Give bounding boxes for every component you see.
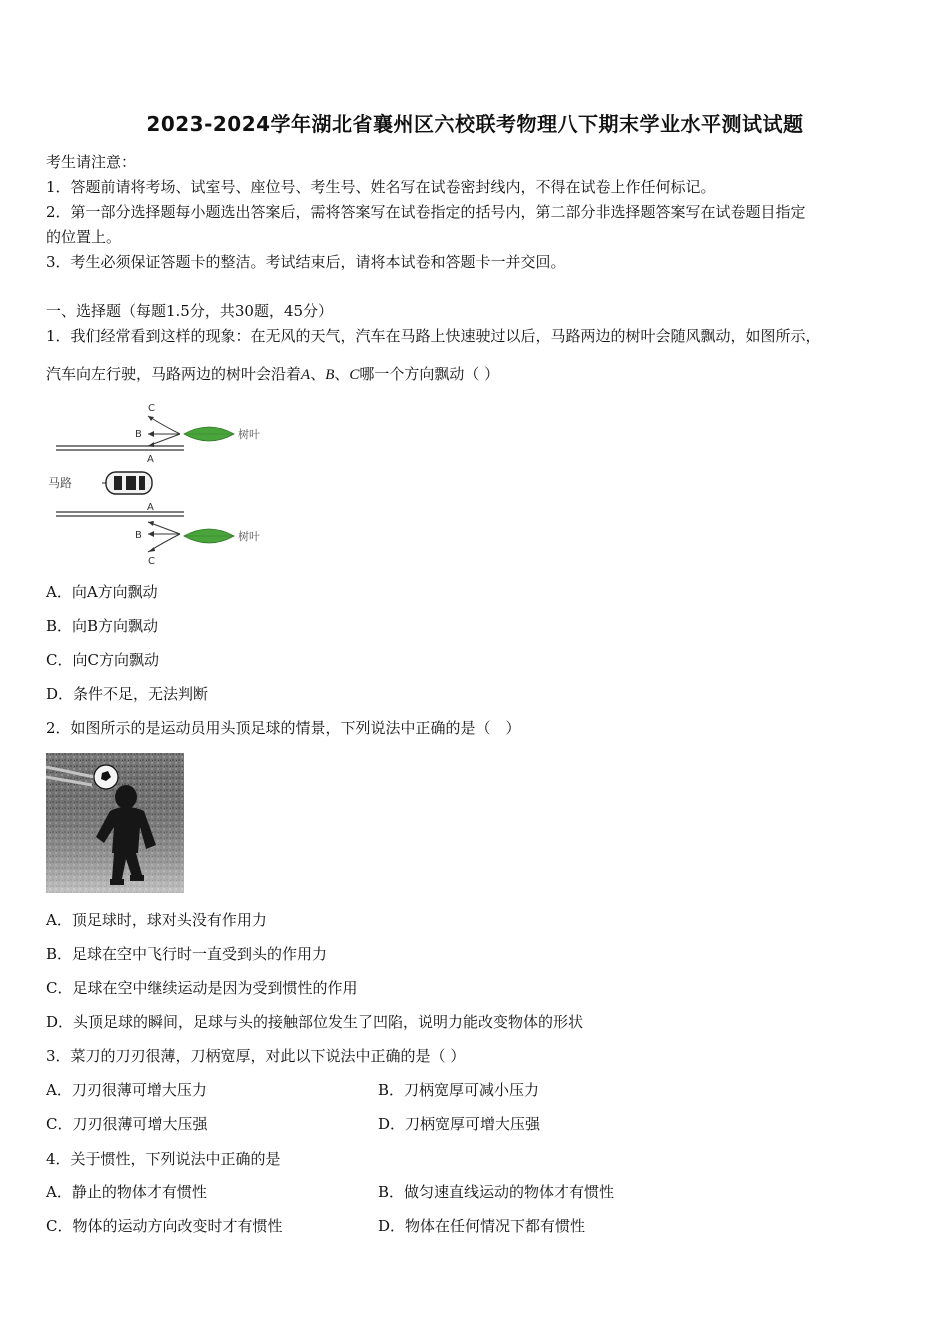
label-b-top: B [135, 429, 142, 440]
question-3-option-b: B．刀柄宽厚可减小压力 [378, 1081, 540, 1099]
question-1-option-b: B．向B方向飘动 [46, 617, 159, 635]
leaf-label-top: 树叶 [238, 428, 260, 441]
question-4-option-d: D．物体在任何情况下都有惯性 [378, 1217, 586, 1235]
label-a-top: A [147, 454, 154, 465]
notice-item: 2．第一部分选择题每小题选出答案后，需将答案写在试卷指定的括号内，第二部分非选择题答案写在试卷题目指定 [46, 203, 806, 221]
arrows-top [148, 416, 180, 446]
question-4-option-b: B．做匀速直线运动的物体才有惯性 [378, 1183, 615, 1201]
road-label: 马路 [48, 476, 73, 490]
notice-item: 3．考生必须保证答题卡的整洁。考试结束后，请将本试卷和答题卡一并交回。 [46, 253, 566, 271]
question-1-option-a: A．向A方向飘动 [46, 583, 158, 601]
question-1-option-d: D．条件不足，无法判断 [46, 685, 209, 703]
label-c-bottom: C [148, 556, 155, 567]
question-4-option-a: A．静止的物体才有惯性 [46, 1183, 207, 1201]
question-3-stem: 3．菜刀的刀刃很薄，刀柄宽厚，对此以下说法中正确的是（ ） [46, 1047, 466, 1065]
question-4-option-c: C．物体的运动方向改变时才有惯性 [46, 1217, 283, 1235]
question-3-option-d: D．刀柄宽厚可增大压强 [378, 1115, 541, 1133]
page-title: 2023-2024学年湖北省襄州区六校联考物理八下期末学业水平测试试题 [146, 112, 804, 136]
section-heading: 一、选择题（每题1.5分，共30题，45分） [46, 302, 334, 320]
soccer-heading-photo [46, 753, 184, 893]
football-icon [94, 765, 118, 789]
notice-heading: 考生请注意： [46, 153, 137, 171]
leaf-top-icon [184, 427, 234, 441]
label-a-bottom: A [147, 502, 154, 513]
question-3-option-c: C．刀刃很薄可增大压强 [46, 1115, 208, 1133]
question-2-option-b: B．足球在空中飞行时一直受到头的作用力 [46, 945, 328, 963]
question-3-option-a: A．刀刃很薄可增大压力 [46, 1081, 207, 1099]
label-c-top: C [148, 403, 155, 414]
leaf-bottom-icon [184, 529, 234, 543]
leaf-label-bottom: 树叶 [238, 530, 260, 543]
arrows-bottom [148, 522, 180, 552]
question-2-option-d: D．头顶足球的瞬间，足球与头的接触部位发生了凹陷，说明力能改变物体的形状 [46, 1013, 584, 1031]
question-2-stem: 2．如图所示的是运动员用头顶足球的情景，下列说法中正确的是（ ） [46, 719, 521, 737]
question-2-option-a: A．顶足球时，球对头没有作用力 [46, 911, 267, 929]
car-icon [102, 472, 152, 494]
notice-item: 1．答题前请将考场、试室号、座位号、考生号、姓名写在试卷密封线内，不得在试卷上作任何标记。 [46, 178, 716, 196]
road-leaf-diagram [44, 396, 284, 572]
question-2-option-c: C．足球在空中继续运动是因为受到惯性的作用 [46, 979, 358, 997]
question-1-stem-line2: 汽车向左行驶，马路两边的树叶会沿着A、B、C哪一个方向飘动（ ） [46, 365, 500, 383]
question-1-option-c: C．向C方向飘动 [46, 651, 159, 669]
question-1-stem: 1．我们经常看到这样的现象：在无风的天气，汽车在马路上快速驶过以后，马路两边的树叶会随风飘动，如图所示， [46, 327, 821, 345]
notice-item: 的位置上。 [46, 228, 122, 246]
question-4-stem: 4．关于惯性，下列说法中正确的是 [46, 1150, 281, 1168]
label-b-bottom: B [135, 530, 142, 541]
